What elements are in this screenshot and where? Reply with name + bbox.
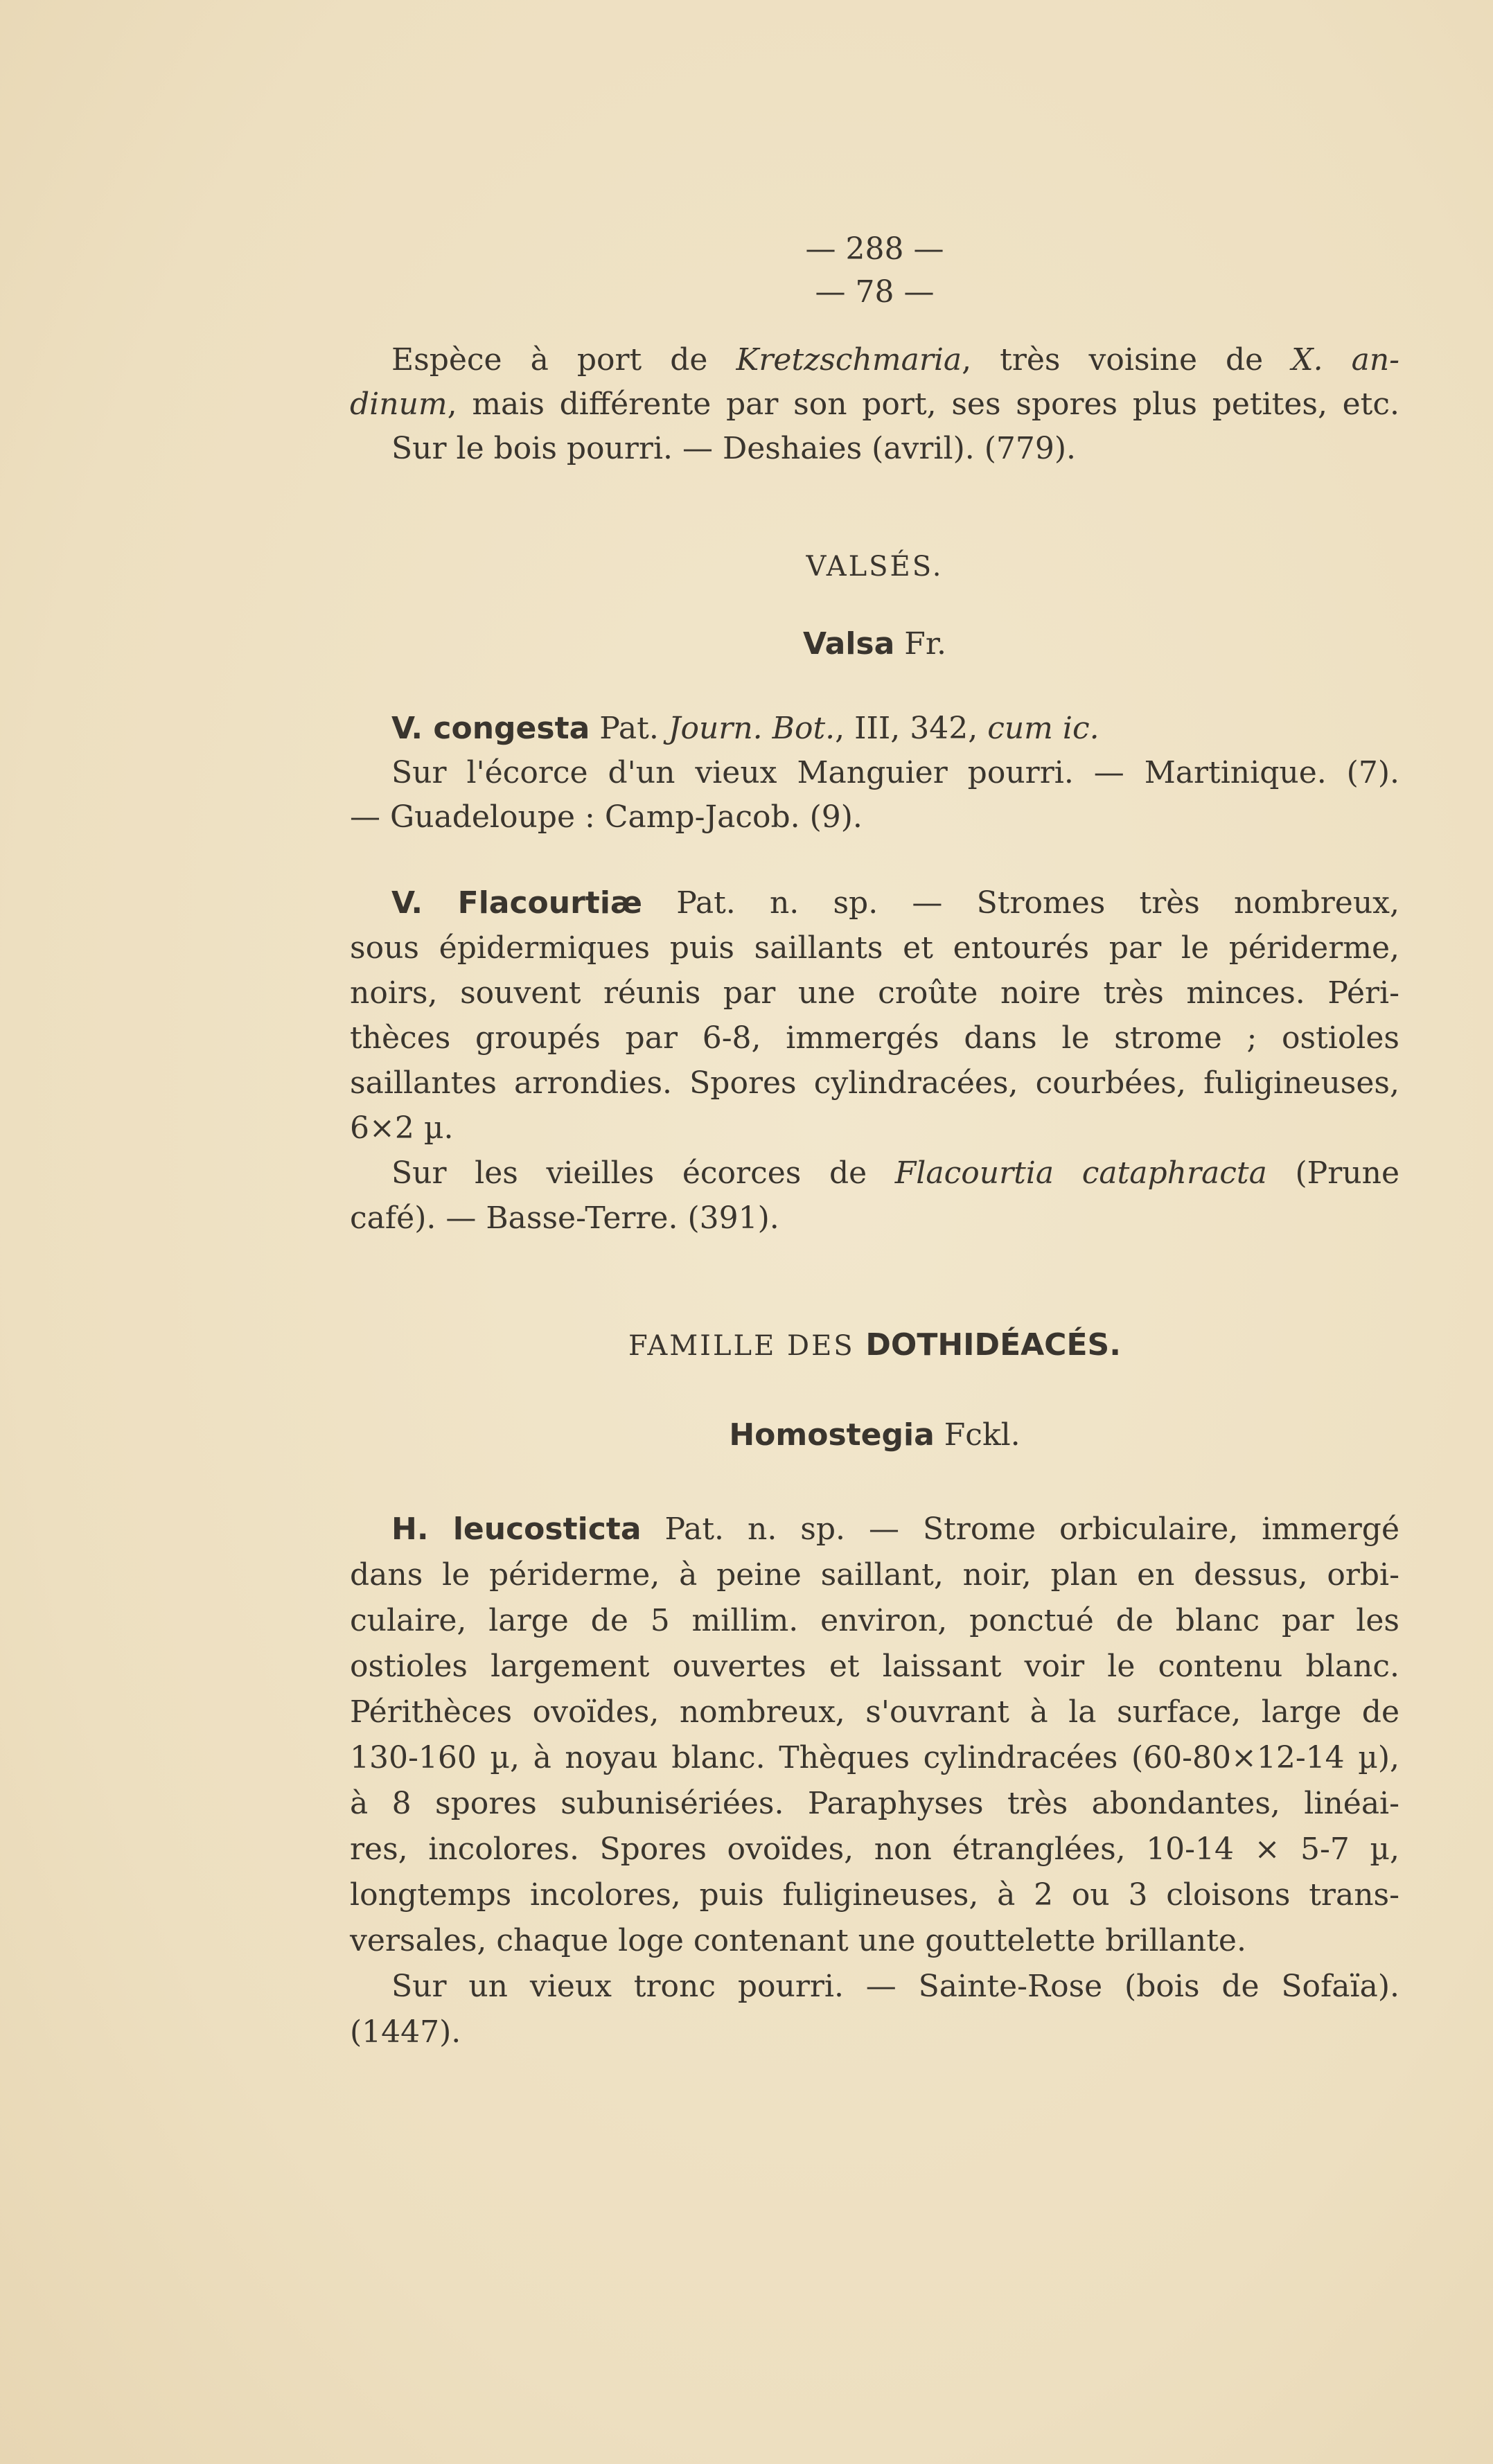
species-name-flacourtiae: V. Flacourtiæ (391, 885, 643, 921)
congesta-line-3: — Guadeloupe : Camp-Jacob. (9). (350, 799, 863, 835)
flacourtiae-line-3: noirs, souvent réunis par une croûte noire très minces. Péri- (350, 975, 1399, 1011)
genus-heading-valsa: Valsa Fr. (802, 626, 946, 662)
leucosticta-line-10: versales, chaque loge contenant une gouttelette brillante. (350, 1923, 1246, 1958)
leucosticta-line-2: dans le périderme, à peine saillant, noir, plan en dessus, orbi- (350, 1557, 1399, 1593)
flacourtiae-line-6: 6×2 µ. (350, 1110, 454, 1146)
family-heading-dothideaces: FAMILLE DES DOTHIDÉACÉS. (628, 1327, 1121, 1363)
congesta-line-2: Sur l'écorce d'un vieux Manguier pourri. — Martinique. (7). (391, 755, 1399, 790)
flacourtiae-line-4: thèces groupés par 6-8, immergés dans le strome ; ostioles (350, 1020, 1399, 1056)
leucosticta-line-4: ostioles largement ouvertes et laissant voir le contenu blanc. (350, 1649, 1399, 1684)
page-number-secondary: — 78 — (815, 274, 935, 310)
leucosticta-line-3: culaire, large de 5 millim. environ, ponctué de blanc par les (350, 1603, 1399, 1638)
flacourtiae-line-7: Sur les vieilles écorces de Flacourtia cataphracta (Prune (391, 1155, 1399, 1191)
genus-heading-homostegia: Homostegia Fckl. (729, 1417, 1021, 1453)
leucosticta-line-9: longtemps incolores, puis fuligineuses, à 2 ou 3 cloisons trans- (350, 1877, 1399, 1913)
species-name-leucosticta: H. leucosticta (391, 1512, 642, 1547)
leucosticta-line-12: (1447). (350, 2014, 461, 2050)
leucosticta-line-1: H. leucosticta Pat. n. sp. — Strome orbiculaire, immergé (391, 1512, 1399, 1547)
congesta-line-1: V. congesta Pat. Journ. Bot., III, 342, cum ic. (391, 711, 1099, 746)
flacourtiae-line-1: V. Flacourtiæ Pat. n. sp. — Stromes très nombreux, (391, 885, 1399, 921)
page-number-primary: — 288 — (805, 231, 944, 267)
family-heading-valses: VALSÉS. (806, 551, 944, 583)
intro-line-2: dinum, mais différente par son port, ses spores plus petites, etc. (350, 387, 1399, 422)
leucosticta-line-8: res, incolores. Spores ovoïdes, non étranglées, 10-14 × 5-7 µ, (350, 1832, 1399, 1867)
leucosticta-line-6: 130-160 µ, à noyau blanc. Thèques cylindracées (60-80×12-14 µ), (350, 1740, 1399, 1775)
intro-line-3: Sur le bois pourri. — Deshaies (avril). (779). (391, 431, 1077, 466)
flacourtiae-line-5: saillantes arrondies. Spores cylindracées, courbées, fuligineuses, (350, 1065, 1399, 1101)
leucosticta-line-7: à 8 spores subunisériées. Paraphyses très abondantes, linéai- (350, 1786, 1399, 1821)
leucosticta-line-11: Sur un vieux tronc pourri. — Sainte-Rose (bois de Sofaïa). (391, 1969, 1399, 2004)
intro-line-1: Espèce à port de Kretzschmaria, très voisine de X. an- (391, 342, 1400, 378)
flacourtiae-line-8: café). — Basse-Terre. (391). (350, 1200, 779, 1236)
leucosticta-line-5: Périthèces ovoïdes, nombreux, s'ouvrant à la surface, large de (350, 1694, 1399, 1730)
flacourtiae-line-2: sous épidermiques puis saillants et entourés par le périderme, (350, 930, 1399, 966)
species-name-congesta: V. congesta (391, 711, 590, 746)
